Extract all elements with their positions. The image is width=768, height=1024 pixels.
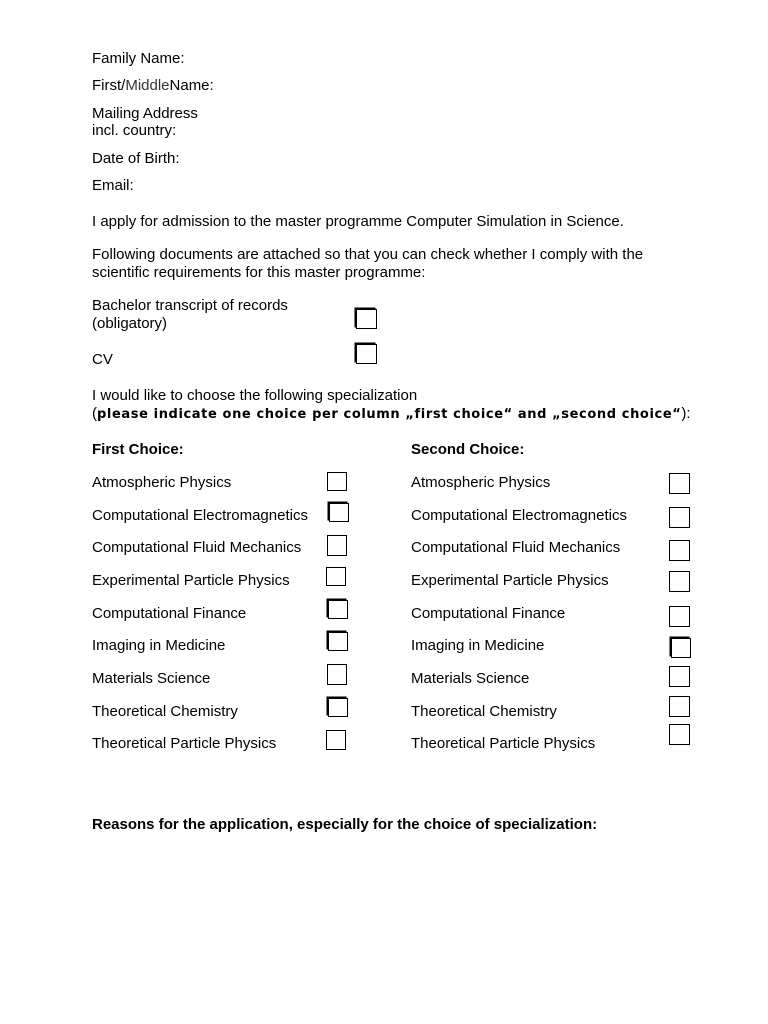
second-choice-checkbox[interactable] <box>669 696 690 717</box>
second-choice-checkbox[interactable] <box>669 724 690 745</box>
second-choice-option: Computational Fluid Mechanics <box>411 539 621 556</box>
second-choice-checkbox[interactable] <box>669 507 690 528</box>
second-choice-checkbox[interactable] <box>669 540 690 561</box>
second-choice-option: Computational Electromagnetics <box>411 507 627 524</box>
second-choice-option: Computational Finance <box>411 605 566 622</box>
first-choice-checkbox[interactable] <box>327 535 347 556</box>
cv-label: CV <box>92 351 113 368</box>
instruction-close-paren: ): <box>681 405 691 422</box>
first-choice-checkbox[interactable] <box>327 472 347 491</box>
first-choice-option: Materials Science <box>92 670 211 687</box>
mailing-address-label: Mailing Address <box>92 105 198 122</box>
middle-word: Middle <box>125 77 170 94</box>
second-choice-checkbox[interactable] <box>669 606 690 627</box>
email-label: Email: <box>92 177 134 194</box>
first-middle-name-label <box>92 77 214 95</box>
second-choice-checkbox[interactable] <box>669 571 690 592</box>
first-choice-option: Atmospheric Physics <box>92 474 232 491</box>
reasons-heading: Reasons for the application, especially for the choice of specialization: <box>92 816 598 833</box>
second-choice-option: Materials Science <box>411 670 530 687</box>
specialization-instruction <box>92 405 691 424</box>
first-choice-checkbox[interactable] <box>328 698 348 717</box>
first-choice-checkbox[interactable] <box>329 503 349 522</box>
documents-intro-line1: Following documents are attached so that you can check whether I comply with the <box>92 246 644 263</box>
first-choice-option: Theoretical Particle Physics <box>92 735 277 752</box>
instruction-text: please indicate one choice per column „first choice“ and „second choice“ <box>97 407 682 422</box>
second-choice-option: Imaging in Medicine <box>411 637 545 654</box>
instruction-open-paren: ( <box>92 405 97 422</box>
family-name-label: Family Name: <box>92 50 185 67</box>
mailing-address-label-line2: incl. country: <box>92 122 177 139</box>
first-choice-option: Computational Fluid Mechanics <box>92 539 302 556</box>
name-suffix: Name: <box>169 77 214 94</box>
first-choice-checkbox[interactable] <box>326 730 346 750</box>
second-choice-heading: Second Choice: <box>411 441 525 458</box>
first-choice-option: Imaging in Medicine <box>92 637 226 654</box>
first-name-prefix: First/ <box>92 77 126 94</box>
apply-statement: I apply for admission to the master programme Computer Simulation in Science. <box>92 213 624 230</box>
first-choice-option: Theoretical Chemistry <box>92 703 238 720</box>
transcript-checkbox[interactable] <box>356 309 377 329</box>
first-choice-option: Computational Finance <box>92 605 247 622</box>
second-choice-option: Experimental Particle Physics <box>411 572 609 589</box>
first-choice-option: Computational Electromagnetics <box>92 507 308 524</box>
second-choice-option: Theoretical Chemistry <box>411 703 557 720</box>
documents-intro-line2: scientific requirements for this master programme: <box>92 264 426 281</box>
second-choice-checkbox[interactable] <box>669 666 690 687</box>
first-choice-checkbox[interactable] <box>328 632 348 651</box>
transcript-label: Bachelor transcript of records <box>92 297 288 314</box>
first-choice-checkbox[interactable] <box>328 600 348 619</box>
first-choice-option: Experimental Particle Physics <box>92 572 290 589</box>
transcript-obligatory-label: (obligatory) <box>92 315 168 332</box>
second-choice-option: Atmospheric Physics <box>411 474 551 491</box>
cv-checkbox[interactable] <box>356 344 377 364</box>
second-choice-checkbox[interactable] <box>669 473 690 494</box>
first-choice-checkbox[interactable] <box>327 664 347 685</box>
second-choice-checkbox[interactable] <box>671 638 691 658</box>
first-choice-checkbox[interactable] <box>326 567 346 586</box>
date-of-birth-label: Date of Birth: <box>92 150 180 167</box>
first-choice-heading: First Choice: <box>92 441 184 458</box>
second-choice-option: Theoretical Particle Physics <box>411 735 596 752</box>
specialization-intro: I would like to choose the following specialization <box>92 387 418 404</box>
